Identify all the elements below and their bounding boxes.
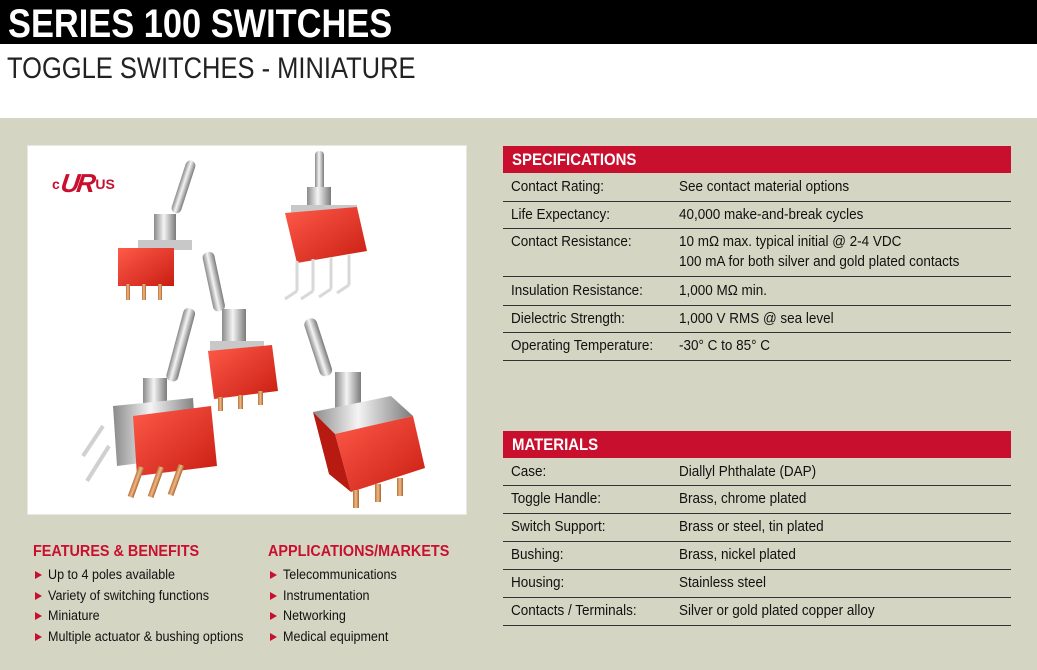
material-value: Brass, chrome plated bbox=[679, 491, 807, 507]
list-item: Up to 4 poles available bbox=[33, 565, 258, 586]
bullet-arrow-icon bbox=[35, 592, 42, 600]
table-row bbox=[503, 598, 1011, 626]
table-row bbox=[503, 542, 1011, 570]
list-item: Miniature bbox=[33, 606, 258, 627]
list-item: Medical equipment bbox=[268, 627, 405, 648]
bullet-arrow-icon bbox=[270, 592, 277, 600]
bullet-arrow-icon bbox=[270, 571, 277, 579]
bullet-arrow-icon bbox=[270, 612, 277, 620]
spec-value: See contact material options bbox=[679, 179, 850, 195]
spec-value: 1,000 MΩ min. bbox=[679, 283, 768, 299]
material-label: Contacts / Terminals: bbox=[511, 603, 637, 619]
materials-heading: MATERIALS bbox=[503, 431, 1011, 458]
applications-list bbox=[268, 565, 405, 647]
table-row bbox=[503, 202, 1011, 229]
list-item: Multiple actuator & bushing options bbox=[33, 627, 258, 648]
bullet-arrow-icon bbox=[35, 612, 42, 620]
material-label: Bushing: bbox=[511, 547, 564, 563]
table-row bbox=[503, 173, 1011, 202]
spec-label: Operating Temperature: bbox=[511, 338, 654, 354]
spec-value: -30° C to 85° C bbox=[679, 338, 770, 354]
material-value: Stainless steel bbox=[679, 575, 766, 591]
list-item: Networking bbox=[268, 606, 405, 627]
spec-label: Dielectric Strength: bbox=[511, 311, 625, 327]
material-value: Silver or gold plated copper alloy bbox=[679, 603, 875, 619]
materials-table bbox=[503, 458, 1011, 626]
table-row bbox=[503, 277, 1011, 306]
list-item: Variety of switching functions bbox=[33, 586, 258, 607]
material-value: Brass or steel, tin plated bbox=[679, 519, 824, 535]
features-heading: FEATURES & BENEFITS bbox=[33, 543, 200, 560]
specifications-heading: SPECIFICATIONS bbox=[503, 146, 1011, 173]
table-row bbox=[503, 306, 1011, 333]
page-subtitle: TOGGLE SWITCHES - MINIATURE bbox=[7, 52, 416, 85]
spec-label: Life Expectancy: bbox=[511, 207, 610, 223]
material-value: Diallyl Phthalate (DAP) bbox=[679, 464, 817, 480]
table-row bbox=[503, 486, 1011, 514]
specifications-table bbox=[503, 173, 1011, 361]
list-item: Instrumentation bbox=[268, 586, 405, 607]
table-row bbox=[503, 570, 1011, 598]
table-row bbox=[503, 333, 1011, 361]
bullet-arrow-icon bbox=[270, 633, 277, 641]
ul-certification-logo: c UR US bbox=[52, 168, 115, 198]
toggle-switches-illustration bbox=[28, 146, 466, 514]
table-row bbox=[503, 458, 1011, 486]
spec-value-line2: 100 mA for both silver and gold plated contacts bbox=[679, 254, 960, 270]
spec-value: 10 mΩ max. typical initial @ 2-4 VDC bbox=[679, 234, 902, 250]
page-title: SERIES 100 SWITCHES bbox=[8, 2, 393, 46]
list-item: Telecommunications bbox=[268, 565, 405, 586]
material-label: Switch Support: bbox=[511, 519, 606, 535]
material-label: Case: bbox=[511, 464, 547, 480]
spec-value: 1,000 V RMS @ sea level bbox=[679, 311, 834, 327]
spec-label: Contact Resistance: bbox=[511, 234, 632, 250]
spec-label: Insulation Resistance: bbox=[511, 283, 643, 299]
table-row bbox=[503, 514, 1011, 542]
bullet-arrow-icon bbox=[35, 571, 42, 579]
features-list bbox=[33, 565, 258, 647]
material-label: Toggle Handle: bbox=[511, 491, 601, 507]
spec-value: 40,000 make-and-break cycles bbox=[679, 207, 864, 223]
applications-heading: APPLICATIONS/MARKETS bbox=[268, 543, 450, 560]
title-bar bbox=[0, 0, 1037, 44]
material-value: Brass, nickel plated bbox=[679, 547, 796, 563]
spec-label: Contact Rating: bbox=[511, 179, 604, 195]
table-row bbox=[503, 229, 1011, 277]
material-label: Housing: bbox=[511, 575, 565, 591]
product-photo bbox=[27, 145, 467, 515]
bullet-arrow-icon bbox=[35, 633, 42, 641]
